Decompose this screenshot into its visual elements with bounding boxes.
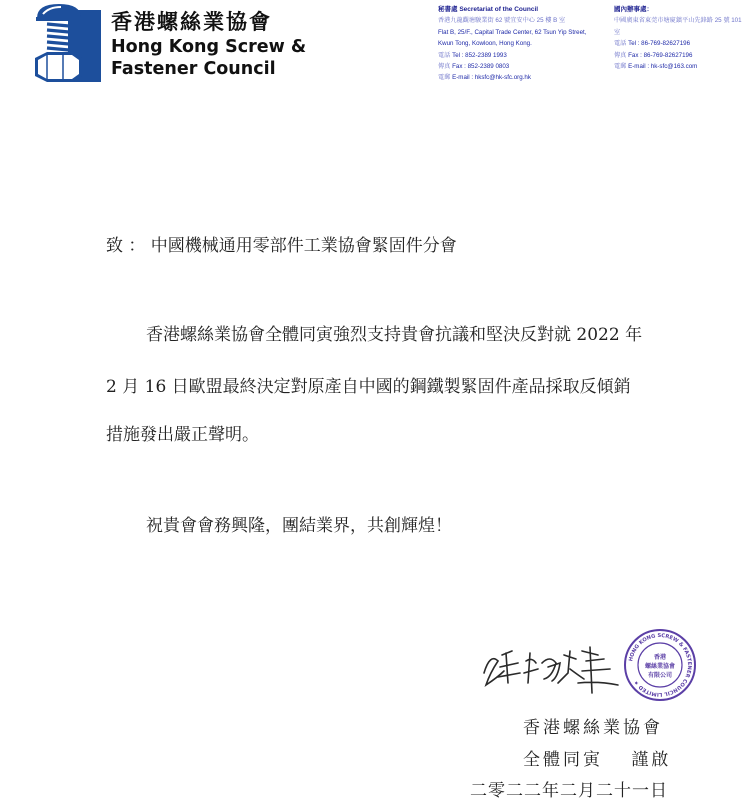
logo-chinese-name: 香港螺絲業協會 [111,10,272,34]
mainland-office-email: 電郵 E-mail : hk-sfc@163.com [614,63,698,71]
svg-text:有限公司: 有限公司 [647,672,673,679]
mainland-office-contact-block [614,4,744,72]
mainland-office-address: 中國廣東省東莞市塘廈鎮平山先鋒路 25 號 101 室 [614,17,742,36]
signing-staff: 全體同寅 謹啟 [523,750,672,770]
logo-english-line-1: Hong Kong Screw & [111,37,307,57]
body-line-2: 2 月 16 日歐盟最終決定對原產自中國的鋼鐵製緊固件產品採取反傾銷 [106,377,631,397]
secretariat-title: 秘書處 Secretariat of the Council [438,6,539,13]
logo-english-name [111,36,306,80]
letter-date: 二零二二年二月二十一日 [470,781,668,801]
secretariat-address-en-2: Kwun Tong, Kowloon, Hong Kong. [438,40,532,48]
body-line-3: 措施發出嚴正聲明。 [106,425,259,445]
screw-and-nut-logo-icon [33,2,103,82]
secretariat-fax: 傳真 Fax : 852-2389 0803 [438,63,510,71]
svg-text:香港: 香港 [653,654,667,661]
logo-english-line-2: Fastener Council [111,59,276,79]
secretariat-contact-block [438,4,613,84]
secretariat-address-en-1: Flat B, 25/F., Capital Trade Center, 62 Tsun Yip Street, [438,28,587,36]
svg-text:螺絲業協會: 螺絲業協會 [644,663,676,670]
secretariat-address-cn: 香港九龍觀塘駿業街 62 號宜安中心 25 樓 B 室 [438,17,566,25]
mainland-office-tel: 電話 Tel : 86-769-82627196 [614,40,691,48]
closing-wishes: 祝貴會會務興隆，團結業界，共創輝煌！ [146,516,452,536]
handwritten-signature-icon [478,633,628,703]
body-line-1: 香港螺絲業協會全體同寅強烈支持貴會抗議和堅決反對就 2022 年 [146,325,643,345]
secretariat-email: 電郵 E-mail : hksfc@hk-sfc.org.hk [438,74,531,82]
mainland-office-fax: 傳真 Fax : 86-769-82627196 [614,51,693,59]
secretariat-tel: 電話 Tel : 852-2389 1993 [438,51,507,59]
company-seal-icon [623,628,697,702]
recipient-line: 致 ： 中國機械通用零部件工業協會緊固件分會 [106,236,457,256]
signing-organization: 香港螺絲業協會 [523,718,663,738]
mainland-office-title: 國內辦事處： [614,6,653,13]
svg-text:HONG KONG SCREW & FASTENER COU: HONG KONG SCREW & FASTENER COUNCIL LIMITED ★ [628,632,693,698]
